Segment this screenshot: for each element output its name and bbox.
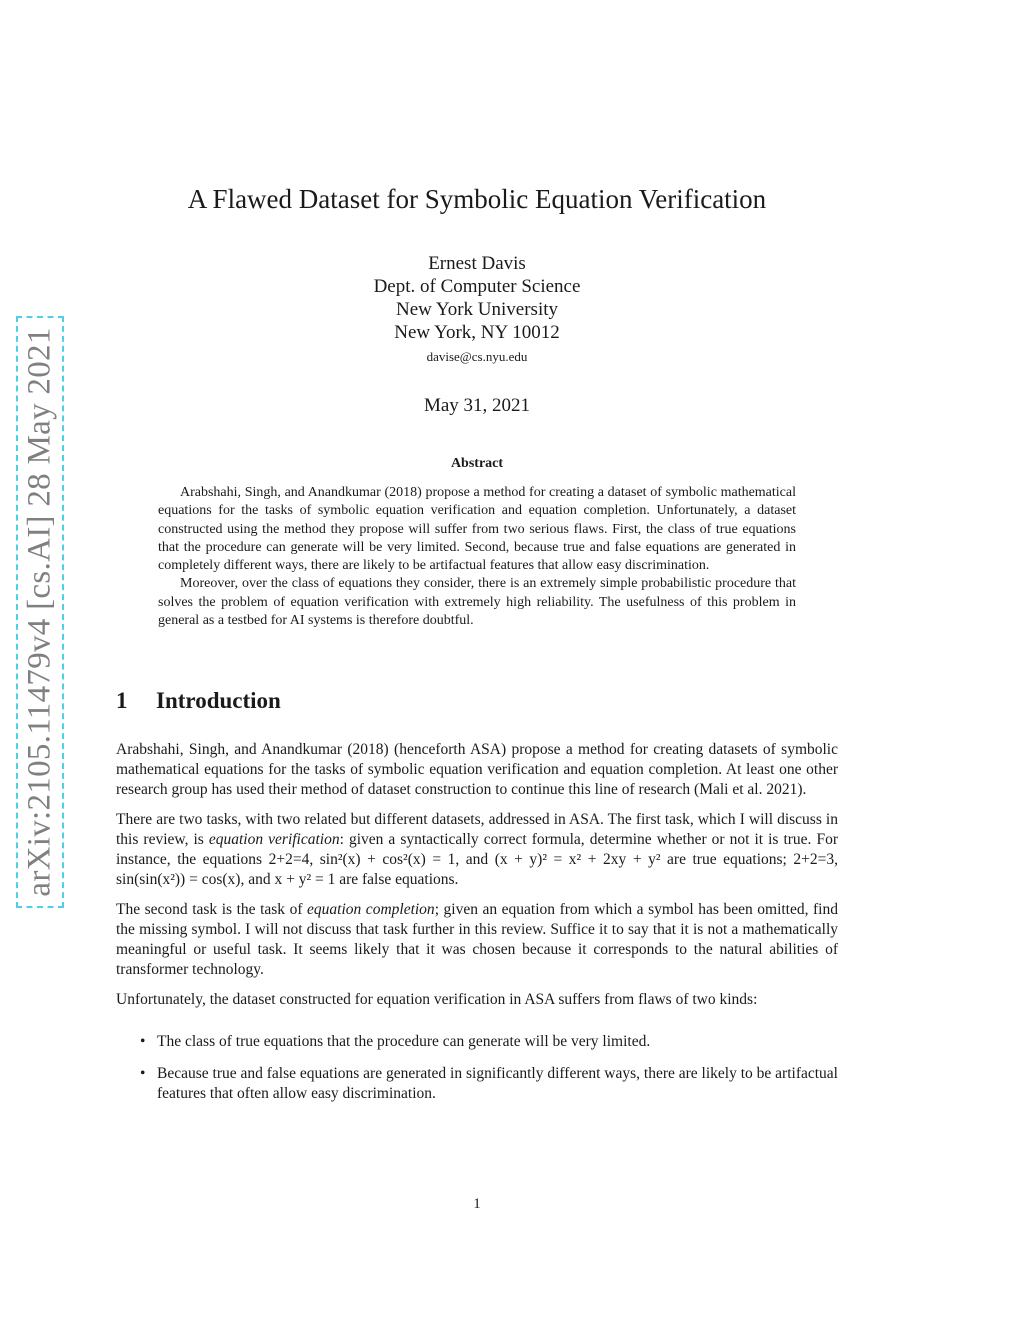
bullet-icon: •	[140, 1033, 146, 1050]
intro-paragraph-2	[116, 810, 838, 890]
section-title: Introduction	[156, 688, 281, 713]
abstract-body	[158, 484, 796, 630]
intro-p2-emphasis: equation verification	[208, 831, 340, 848]
list-item-text: Because true and false equations are generated in significantly different ways, there are likely to be artifactual features that often allow easy discrimination.	[157, 1065, 838, 1102]
list-item-text: The class of true equations that the procedure can generate will be very limited.	[157, 1033, 651, 1050]
intro-p3-text-a: The second task is the task of	[116, 901, 308, 918]
bullet-icon: •	[140, 1065, 146, 1082]
intro-p3-text-b: ; given an equation from which a symbol has been omitted, find the missing symbol. I will not discuss that task further in this review. Suffice it to say that it is not a mathematically meaningful or useful task. It seems likely that it was chosen because it corresponds to the natural abilities of transformer technology.	[116, 901, 838, 978]
paper-date: May 31, 2021	[423, 395, 531, 416]
list-item	[116, 1064, 838, 1104]
intro-paragraph-4: Unfortunately, the dataset constructed for equation verification in ASA suffers from flaws of two kinds:	[116, 991, 758, 1008]
arxiv-sidebar-stamp	[16, 316, 64, 908]
author-email: davise@cs.nyu.edu	[426, 349, 528, 364]
intro-p2-text-a: There are two tasks, with two related but different datasets, addressed in ASA. The first task, which I will discuss in this review, is	[116, 811, 838, 848]
author-name: Ernest Davis	[428, 253, 526, 274]
intro-paragraph-1: Arabshahi, Singh, and Anandkumar (2018) (henceforth ASA) propose a method for creating datasets of symbolic mathematical equations for the tasks of symbolic equation verification and equation completion. At least one other research group has used their method of dataset construction to continue this line of research (Mali et al. 2021).	[116, 741, 838, 798]
arxiv-identifier: arXiv:2105.11479v4 [cs.AI] 28 May 2021	[21, 327, 58, 897]
section-heading-introduction	[116, 688, 281, 714]
flaw-list	[116, 1032, 838, 1104]
introduction-body	[116, 740, 838, 1116]
intro-paragraph-3	[116, 900, 838, 980]
section-number: 1	[116, 688, 128, 713]
page-number: 1	[473, 1196, 481, 1212]
author-city: New York, NY 10012	[394, 322, 560, 343]
abstract-paragraph-1: Arabshahi, Singh, and Anandkumar (2018) propose a method for creating a dataset of symbolic mathematical equations for the tasks of symbolic equation verification and equation completion. Unfortunately, a dataset constructed using the method they propose will suffer from two serious flaws. First, the class of true equations that the procedure can generate will be very limited. Second, because true and false equations are generated in completely different ways, there are likely to be artifactual features that allow easy discrimination.	[158, 485, 796, 574]
paper-title: A Flawed Dataset for Symbolic Equation Verification	[187, 184, 767, 214]
intro-p3-emphasis: equation completion	[307, 901, 435, 918]
author-university: New York University	[395, 299, 559, 320]
list-item	[116, 1032, 838, 1052]
author-block	[116, 252, 838, 365]
intro-p2-text-b: : given a syntactically correct formula, determine whether or not it is true. For instance, the equations 2+2=4, sin²(x) + cos²(x) = 1, and (x + y)² = x² + 2xy + y² are true equations; 2+2=3, sin(sin(x²)) = cos(x), and x + y² = 1 are false equations.	[116, 831, 838, 888]
abstract-heading: Abstract	[450, 456, 504, 471]
author-dept: Dept. of Computer Science	[373, 276, 581, 297]
abstract-paragraph-2: Moreover, over the class of equations they consider, there is an extremely simple probabilistic procedure that solves the problem of equation verification with extremely high reliability. The usefulness of this problem in general as a testbed for AI systems is therefore doubtful.	[158, 576, 796, 629]
